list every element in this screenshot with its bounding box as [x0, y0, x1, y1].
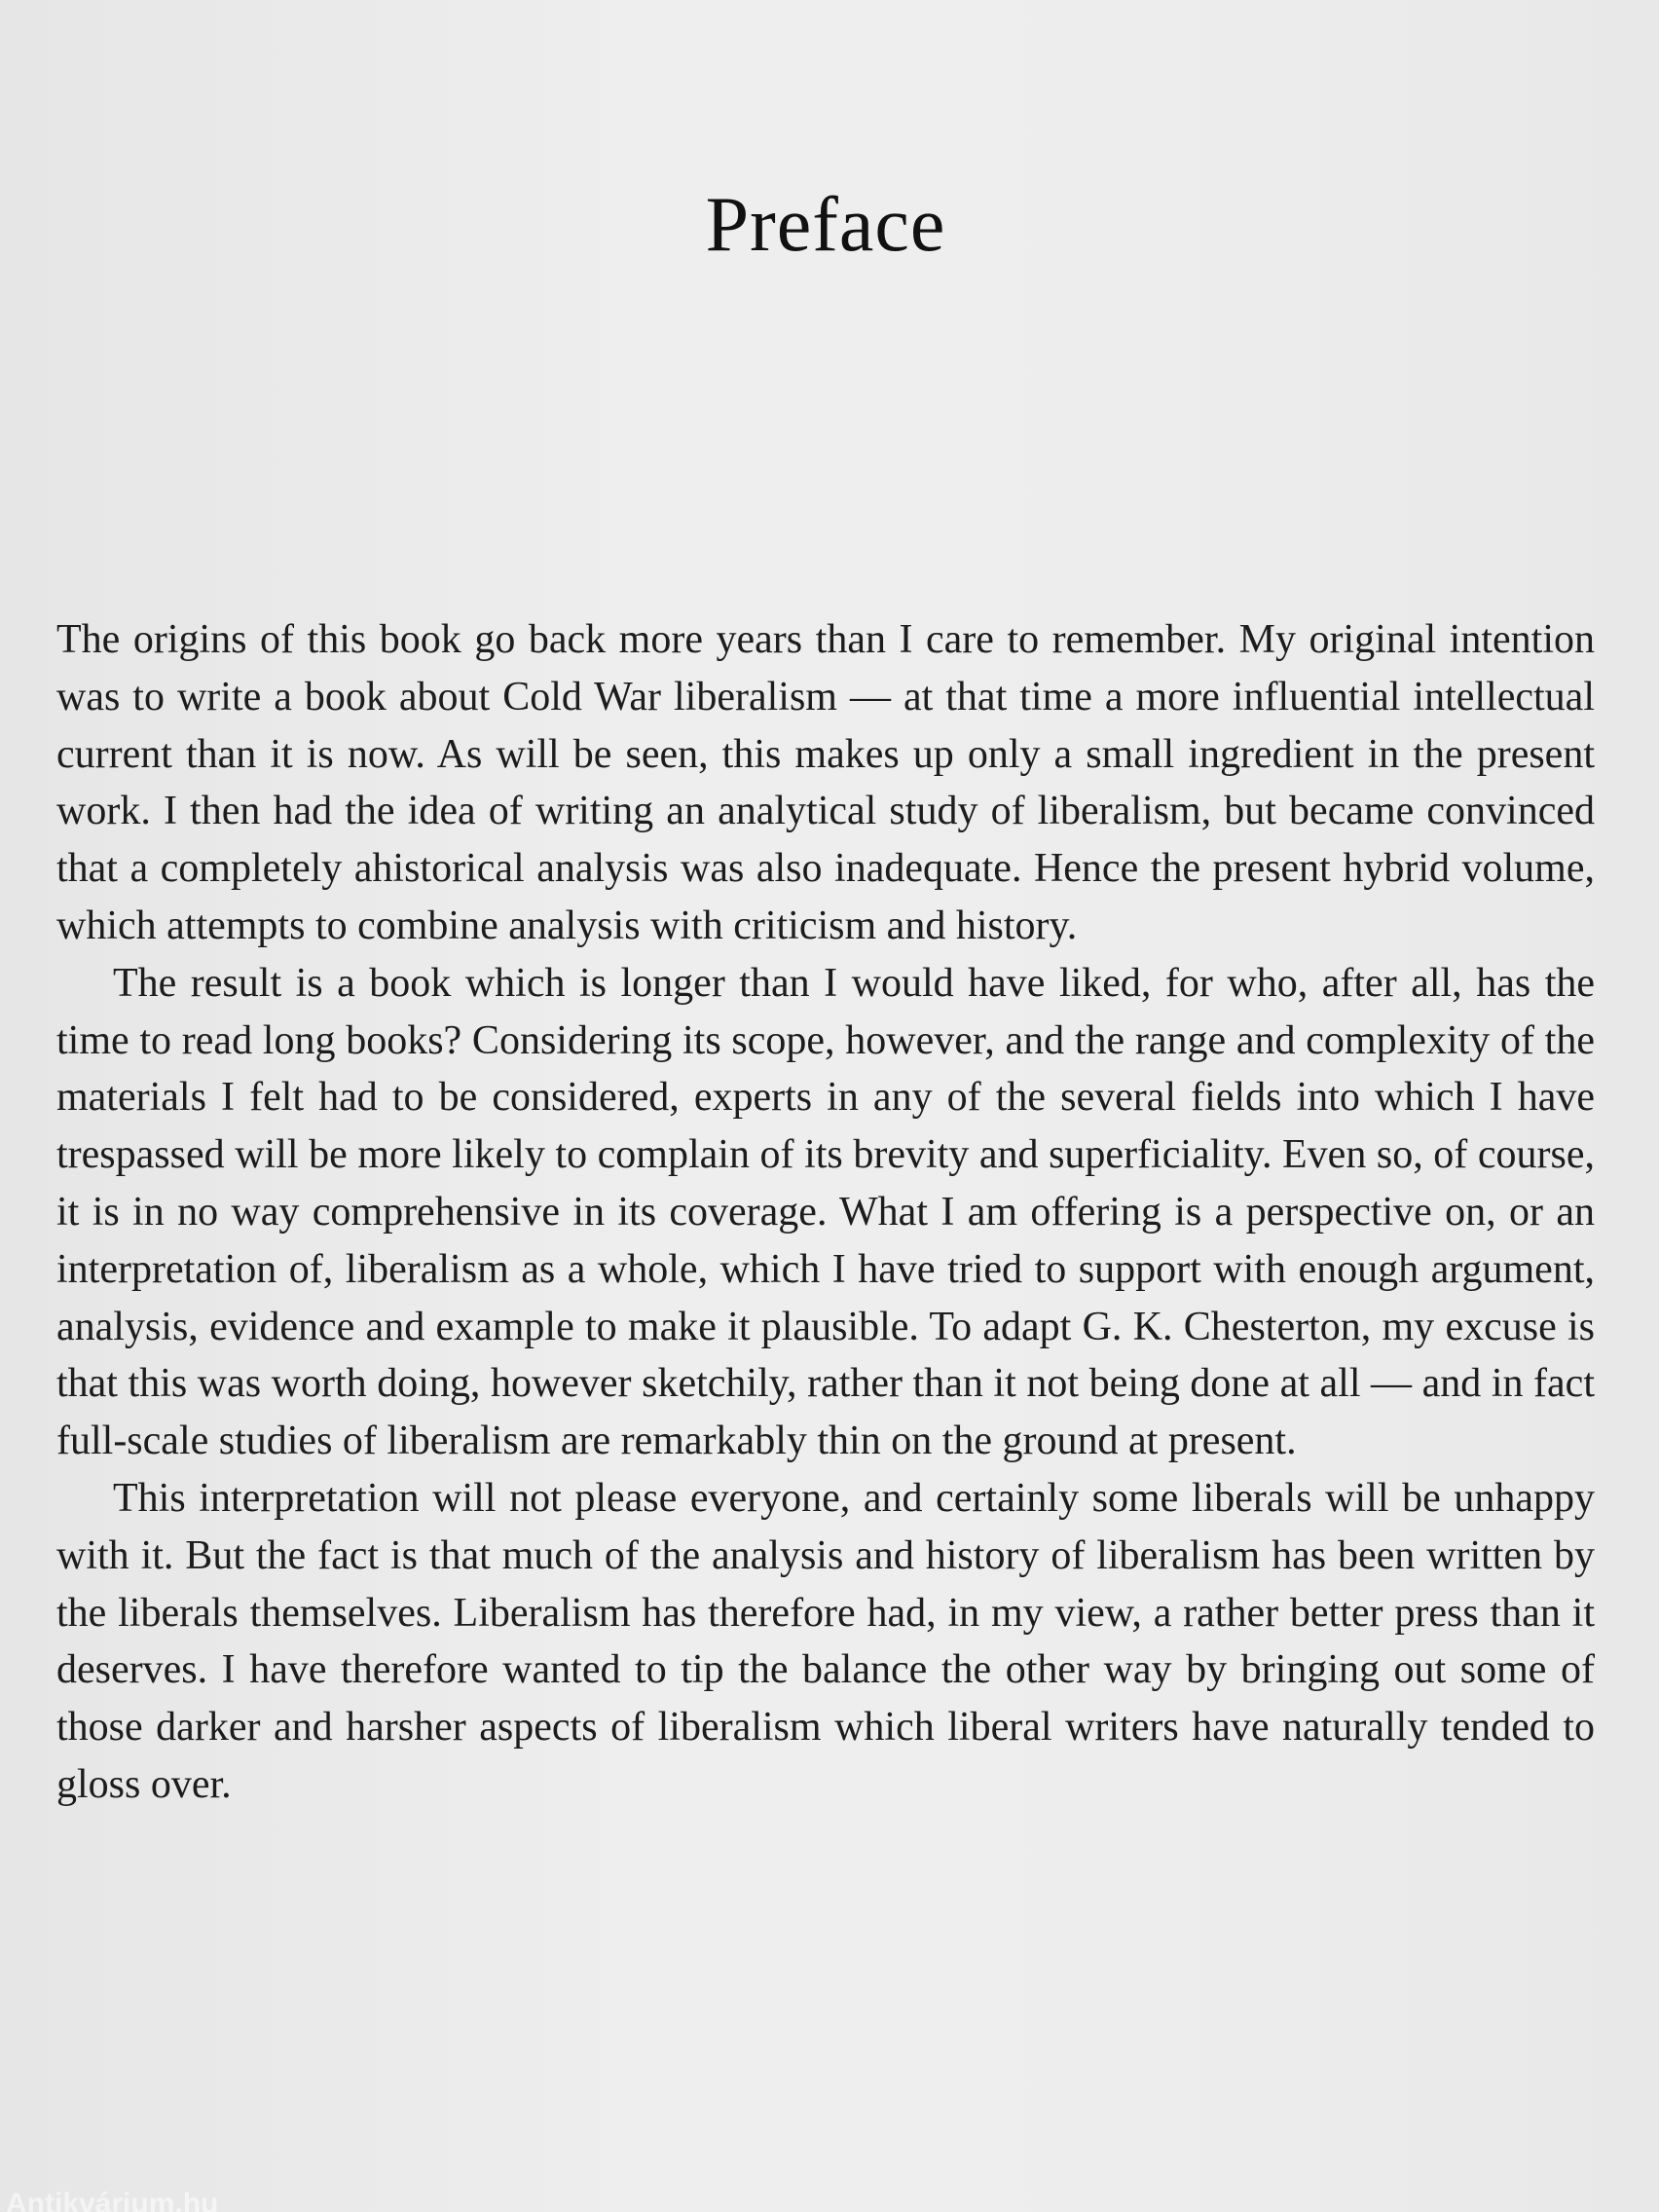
paragraph-3: This interpretation will not please everyone, and certainly some liberals will be unhappy with it. But the fact is that much of the analysis and history of liberalism has been written by the liberals themselves. Liberalism has therefore had, in my view, a rather better press than it deserves. I have therefore wanted to tip the balance the other way by bringing out some of those darker and harsher aspects of liberalism which liberal writers have naturally tended to gloss over.	[56, 1475, 1595, 1807]
body-text	[56, 611, 1595, 1814]
paragraph-1: The origins of this book go back more years than I care to remember. My original intention was to write a book about Cold War liberalism — at that time a more influential intellectual current than it is now. As will be seen, this makes up only a small ingredient in the present work. I then had the idea of writing an analytical study of liberalism, but became convinced that a completely ahistorical analysis was also inadequate. Hence the present hybrid volume, which attempts to combine analysis with criticism and history.	[56, 617, 1595, 948]
page-title: Preface	[705, 182, 946, 268]
watermark: Antikvárium.hu	[6, 2188, 219, 2212]
book-page	[56, 0, 1595, 2212]
paragraph-2: The result is a book which is longer than I would have liked, for who, after all, has the time to read long books? Considering its scope, however, and the range and complexity of the materials I felt had to be considered, experts in any of the several fields into which I have trespassed will be more likely to complain of its brevity and superficiality. Even so, of course, it is in no way comprehensive in its coverage. What I am offering is a perspective on, or an interpretation of, liberalism as a whole, which I have tried to support with enough argument, analysis, evidence and example to make it plausible. To adapt G. K. Chesterton, my excuse is that this was worth doing, however sketchily, rather than it not being done at all — and in fact full-scale studies of liberalism are remarkably thin on the ground at present.	[56, 960, 1595, 1464]
